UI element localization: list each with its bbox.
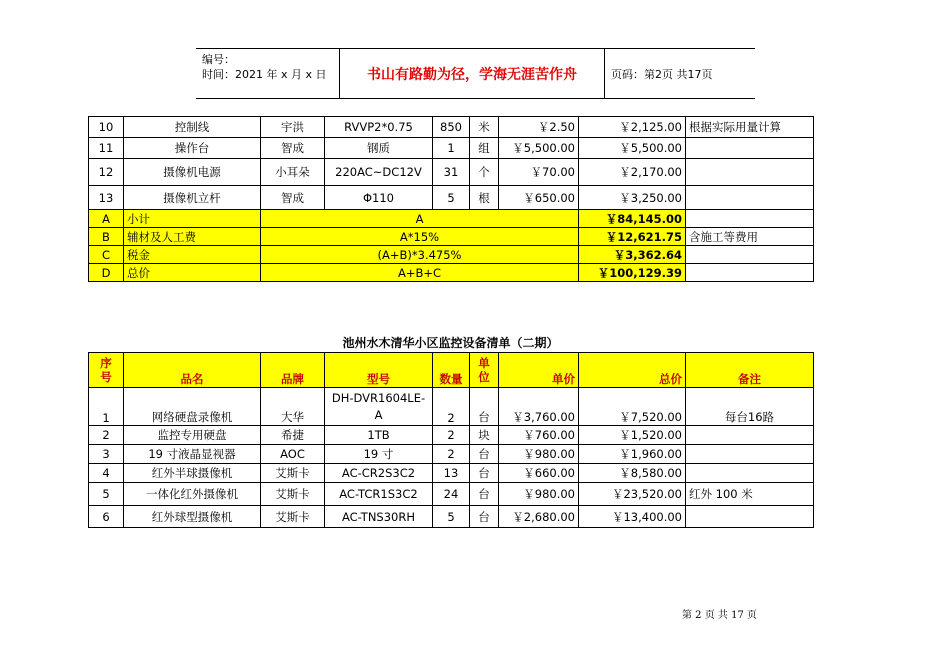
- header-unit-line1: 单: [478, 356, 490, 370]
- summary-row-subtotal: [89, 210, 814, 228]
- summary-formula: A: [261, 210, 579, 228]
- table-header-row: [89, 353, 814, 388]
- cell-seq: 3: [89, 445, 124, 464]
- cell-note: [686, 445, 814, 464]
- cell-brand: 艾斯卡: [261, 464, 325, 483]
- cell-name: 摄像机电源: [124, 159, 261, 186]
- cell-brand: 智成: [261, 186, 325, 210]
- cell-price: ￥2,680.00: [499, 506, 579, 528]
- cell-qty: 2: [433, 388, 470, 426]
- cell-name: 一体化红外摄像机: [124, 483, 261, 506]
- cell-note: [686, 186, 814, 210]
- cell-total: ￥8,580.00: [579, 464, 686, 483]
- cell-note: [686, 159, 814, 186]
- cell-unit: 台: [470, 464, 499, 483]
- header-note: 备注: [686, 353, 814, 388]
- cell-qty: 5: [433, 186, 470, 210]
- cell-note: [686, 464, 814, 483]
- header-motto: 书山有路勤为径，学海无涯苦作舟: [339, 49, 605, 98]
- cell-seq: 11: [89, 138, 124, 159]
- cell-seq: 5: [89, 483, 124, 506]
- table-row: [89, 445, 814, 464]
- cell-total: ￥5,500.00: [579, 138, 686, 159]
- cell-qty: 13: [433, 464, 470, 483]
- header-seq-line2: 号: [100, 370, 112, 384]
- cell-price: ￥760.00: [499, 426, 579, 445]
- cell-model: Φ110: [325, 186, 433, 210]
- cell-model: [325, 388, 433, 426]
- cell-total: ￥13,400.00: [579, 506, 686, 528]
- header-page-info: 页码：第2页 共17页: [611, 67, 713, 81]
- cell-unit: 台: [470, 445, 499, 464]
- doc-time-label: 时间：2021 年 x 月 x 日: [202, 68, 327, 81]
- header-model: 型号: [325, 353, 433, 388]
- summary-formula: A+B+C: [261, 264, 579, 282]
- cell-model: AC-CR2S3C2: [325, 464, 433, 483]
- cell-name: 控制线: [124, 117, 261, 138]
- cell-total: ￥1,520.00: [579, 426, 686, 445]
- cell-price: ￥2.50: [499, 117, 579, 138]
- summary-amount: ￥84,145.00: [579, 210, 686, 228]
- cell-seq: 4: [89, 464, 124, 483]
- cell-unit: 块: [470, 426, 499, 445]
- cell-name: 摄像机立杆: [124, 186, 261, 210]
- table2-title: 池州水木清华小区监控设备清单（二期）: [342, 336, 559, 350]
- cell-name: 监控专用硬盘: [124, 426, 261, 445]
- table-row: [89, 506, 814, 528]
- cell-seq: 2: [89, 426, 124, 445]
- table-row: [89, 159, 814, 186]
- header-name: 品名: [124, 353, 261, 388]
- header-total: 总价: [579, 353, 686, 388]
- summary-formula: A*15%: [261, 228, 579, 246]
- cell-unit: 根: [470, 186, 499, 210]
- cell-unit: 个: [470, 159, 499, 186]
- table-row: [89, 483, 814, 506]
- summary-row-tax: [89, 246, 814, 264]
- header-seq: [89, 353, 124, 388]
- cell-brand: 艾斯卡: [261, 506, 325, 528]
- cell-note: [686, 138, 814, 159]
- cell-seq: 12: [89, 159, 124, 186]
- cell-note: 每台16路: [686, 388, 814, 426]
- cell-unit: 米: [470, 117, 499, 138]
- cell-price: ￥3,760.00: [499, 388, 579, 426]
- cell-seq: 10: [89, 117, 124, 138]
- summary-note: [686, 246, 814, 264]
- cell-price: ￥980.00: [499, 445, 579, 464]
- cell-brand: 艾斯卡: [261, 483, 325, 506]
- page-footer: 第 2 页 共 17 页: [682, 610, 757, 621]
- cell-brand: 希捷: [261, 426, 325, 445]
- cell-model-line2: A: [374, 407, 383, 422]
- header-unit-line2: 位: [478, 370, 490, 384]
- cell-brand: 智成: [261, 138, 325, 159]
- cell-total: ￥23,520.00: [579, 483, 686, 506]
- page-header: [196, 48, 755, 99]
- cell-name: 19 寸液晶显视器: [124, 445, 261, 464]
- summary-name: 小计: [124, 210, 261, 228]
- cell-qty: 31: [433, 159, 470, 186]
- header-unit: [470, 353, 499, 388]
- summary-amount: ￥100,129.39: [579, 264, 686, 282]
- cell-seq: 1: [89, 388, 124, 426]
- cell-qty: 24: [433, 483, 470, 506]
- cell-qty: 2: [433, 426, 470, 445]
- summary-code: D: [89, 264, 124, 282]
- summary-row-materials-labor: [89, 228, 814, 246]
- table-row: [89, 426, 814, 445]
- cell-total: ￥2,125.00: [579, 117, 686, 138]
- cell-total: ￥7,520.00: [579, 388, 686, 426]
- summary-note: [686, 210, 814, 228]
- cell-name: 网络硬盘录像机: [124, 388, 261, 426]
- cell-model: RVVP2*0.75: [325, 117, 433, 138]
- cell-model: 1TB: [325, 426, 433, 445]
- cell-model-line1: DH-DVR1604LE-: [331, 390, 426, 405]
- cell-brand: AOC: [261, 445, 325, 464]
- summary-name: 总价: [124, 264, 261, 282]
- cell-note: 红外 100 米: [686, 483, 814, 506]
- cell-unit: 台: [470, 483, 499, 506]
- cell-qty: 1: [433, 138, 470, 159]
- cell-note: [686, 426, 814, 445]
- equipment-table-part1: [88, 116, 814, 282]
- table-row: [89, 117, 814, 138]
- cell-model: AC-TCR1S3C2: [325, 483, 433, 506]
- cell-price: ￥650.00: [499, 186, 579, 210]
- cell-note: [686, 506, 814, 528]
- cell-name: 操作台: [124, 138, 261, 159]
- table-row: [89, 464, 814, 483]
- summary-formula: (A+B)*3.475%: [261, 246, 579, 264]
- cell-price: ￥660.00: [499, 464, 579, 483]
- header-qty: 数量: [433, 353, 470, 388]
- cell-qty: 5: [433, 506, 470, 528]
- cell-seq: 6: [89, 506, 124, 528]
- cell-unit: 组: [470, 138, 499, 159]
- summary-code: B: [89, 228, 124, 246]
- cell-brand: 大华: [261, 388, 325, 426]
- cell-name: 红外球型摄像机: [124, 506, 261, 528]
- summary-amount: ￥3,362.64: [579, 246, 686, 264]
- cell-brand: 小耳朵: [261, 159, 325, 186]
- equipment-table-phase2: [88, 352, 814, 528]
- header-price: 单价: [499, 353, 579, 388]
- doc-code-label: 编号：: [202, 53, 235, 66]
- summary-name: 税金: [124, 246, 261, 264]
- cell-model: AC-TNS30RH: [325, 506, 433, 528]
- cell-unit: 台: [470, 506, 499, 528]
- cell-qty: 850: [433, 117, 470, 138]
- header-seq-line1: 序: [100, 356, 112, 370]
- cell-price: ￥5,500.00: [499, 138, 579, 159]
- header-meta: [196, 49, 339, 98]
- summary-code: C: [89, 246, 124, 264]
- cell-model: 钢质: [325, 138, 433, 159]
- table-row: [89, 138, 814, 159]
- cell-seq: 13: [89, 186, 124, 210]
- summary-row-total: [89, 264, 814, 282]
- cell-model: 220AC~DC12V: [325, 159, 433, 186]
- summary-code: A: [89, 210, 124, 228]
- cell-model: 19 寸: [325, 445, 433, 464]
- cell-total: ￥3,250.00: [579, 186, 686, 210]
- cell-note: 根据实际用量计算: [686, 117, 814, 138]
- cell-price: ￥980.00: [499, 483, 579, 506]
- table-row: [89, 388, 814, 426]
- cell-name: 红外半球摄像机: [124, 464, 261, 483]
- header-brand: 品牌: [261, 353, 325, 388]
- cell-unit: 台: [470, 388, 499, 426]
- cell-total: ￥1,960.00: [579, 445, 686, 464]
- summary-note: [686, 264, 814, 282]
- table-row: [89, 186, 814, 210]
- summary-note: 含施工等费用: [686, 228, 814, 246]
- cell-total: ￥2,170.00: [579, 159, 686, 186]
- cell-price: ￥70.00: [499, 159, 579, 186]
- summary-name: 辅材及人工费: [124, 228, 261, 246]
- summary-amount: ￥12,621.75: [579, 228, 686, 246]
- cell-qty: 2: [433, 445, 470, 464]
- cell-brand: 宇洪: [261, 117, 325, 138]
